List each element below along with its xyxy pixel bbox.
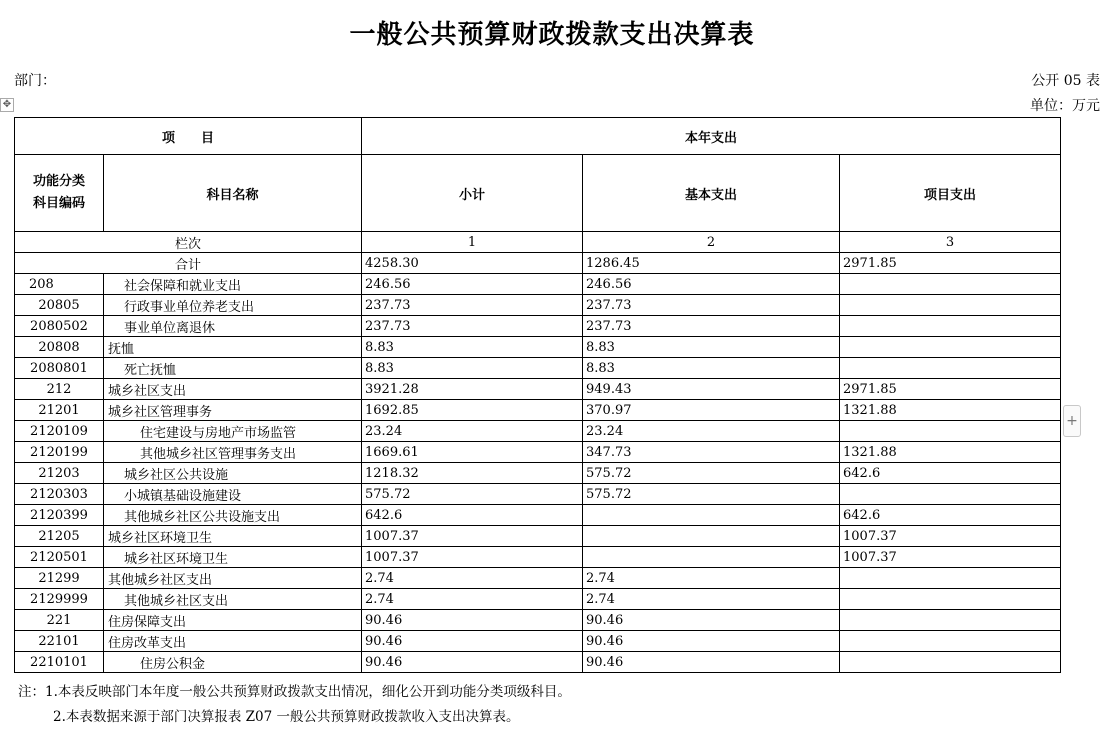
row-basic: 575.72	[583, 484, 840, 505]
row-subtotal: 1669.61	[362, 442, 583, 463]
total-basic: 1286.45	[583, 253, 840, 274]
row-subtotal: 237.73	[362, 295, 583, 316]
row-subtotal: 3921.28	[362, 379, 583, 400]
table-row	[15, 547, 1061, 568]
row-subtotal: 1007.37	[362, 526, 583, 547]
row-subtotal: 8.83	[362, 337, 583, 358]
row-basic: 8.83	[583, 337, 840, 358]
table-row	[15, 568, 1061, 589]
row-basic: 246.56	[583, 274, 840, 295]
row-code: 221	[15, 610, 104, 631]
row-basic: 23.24	[583, 421, 840, 442]
table-row	[15, 610, 1061, 631]
table-row	[15, 484, 1061, 505]
row-project	[840, 274, 1061, 295]
row-name: 城乡社区支出	[104, 379, 362, 400]
table-row	[15, 505, 1061, 526]
row-code: 20808	[15, 337, 104, 358]
note-2: 2.本表数据来源于部门决算报表 Z07 一般公共预算财政拨款收入支出决算表。	[53, 709, 520, 725]
total-subtotal: 4258.30	[362, 253, 583, 274]
row-basic	[583, 547, 840, 568]
row-code: 21299	[15, 568, 104, 589]
row-name: 城乡社区环境卫生	[104, 526, 362, 547]
row-project: 1007.37	[840, 547, 1061, 568]
row-project	[840, 316, 1061, 337]
row-name: 住房保障支出	[104, 610, 362, 631]
table-row	[15, 526, 1061, 547]
row-project: 1321.88	[840, 442, 1061, 463]
table-row	[15, 589, 1061, 610]
header-basic: 基本支出	[583, 155, 840, 232]
row-subtotal: 1007.37	[362, 547, 583, 568]
row-subtotal: 2.74	[362, 568, 583, 589]
table-row	[15, 295, 1061, 316]
row-project	[840, 589, 1061, 610]
row-project: 642.6	[840, 463, 1061, 484]
row-code: 2120199	[15, 442, 104, 463]
row-basic: 90.46	[583, 652, 840, 673]
header-project: 项目支出	[840, 155, 1061, 232]
row-basic	[583, 505, 840, 526]
row-project: 1007.37	[840, 526, 1061, 547]
plus-icon[interactable]: +	[1063, 405, 1081, 437]
row-basic: 347.73	[583, 442, 840, 463]
row-name: 小城镇基础设施建设	[104, 484, 362, 505]
row-code: 21201	[15, 400, 104, 421]
row-code: 20805	[15, 295, 104, 316]
page-title: 一般公共预算财政拨款支出决算表	[349, 20, 755, 50]
row-code: 2080801	[15, 358, 104, 379]
unit-label: 单位：万元	[1030, 98, 1100, 114]
move-handle-icon[interactable]: ✥	[0, 98, 14, 112]
note-1: 注：1.本表反映部门本年度一般公共预算财政拨款支出情况，细化公开到功能分类项级科目。	[18, 684, 571, 700]
row-basic: 370.97	[583, 400, 840, 421]
row-basic: 2.74	[583, 568, 840, 589]
row-project	[840, 295, 1061, 316]
row-project	[840, 421, 1061, 442]
row-subtotal: 246.56	[362, 274, 583, 295]
row-code: 2120399	[15, 505, 104, 526]
table-row	[15, 316, 1061, 337]
table-number: 公开 05 表	[1031, 73, 1100, 89]
row-code: 208	[15, 274, 104, 295]
row-project	[840, 610, 1061, 631]
row-name: 住宅建设与房地产市场监管	[104, 421, 362, 442]
table-row	[15, 442, 1061, 463]
row-name: 城乡社区环境卫生	[104, 547, 362, 568]
table-row	[15, 358, 1061, 379]
table-row	[15, 421, 1061, 442]
row-name: 行政事业单位养老支出	[104, 295, 362, 316]
department-label: 部门：	[14, 73, 56, 89]
row-project	[840, 484, 1061, 505]
row-name: 城乡社区公共设施	[104, 463, 362, 484]
row-basic: 949.43	[583, 379, 840, 400]
row-code: 22101	[15, 631, 104, 652]
row-project: 1321.88	[840, 400, 1061, 421]
row-subtotal: 2.74	[362, 589, 583, 610]
row-subtotal: 1218.32	[362, 463, 583, 484]
row-name: 抚恤	[104, 337, 362, 358]
row-project: 2971.85	[840, 379, 1061, 400]
row-project: 642.6	[840, 505, 1061, 526]
row-basic: 575.72	[583, 463, 840, 484]
header-name: 科目名称	[104, 155, 362, 232]
row-project	[840, 337, 1061, 358]
col-index-3: 3	[840, 232, 1061, 253]
table-row	[15, 379, 1061, 400]
row-basic: 2.74	[583, 589, 840, 610]
row-name: 其他城乡社区管理事务支出	[104, 442, 362, 463]
row-code: 2120501	[15, 547, 104, 568]
table-row	[15, 337, 1061, 358]
total-project: 2971.85	[840, 253, 1061, 274]
row-name: 死亡抚恤	[104, 358, 362, 379]
row-subtotal: 8.83	[362, 358, 583, 379]
table-row	[15, 400, 1061, 421]
col-index-2: 2	[583, 232, 840, 253]
table-row	[15, 463, 1061, 484]
header-current-year: 本年支出	[362, 118, 1061, 155]
row-subtotal: 642.6	[362, 505, 583, 526]
row-subtotal: 90.46	[362, 610, 583, 631]
row-name: 其他城乡社区支出	[104, 568, 362, 589]
row-project	[840, 631, 1061, 652]
row-code: 21203	[15, 463, 104, 484]
row-code: 2120303	[15, 484, 104, 505]
table-row	[15, 274, 1061, 295]
col-index-1: 1	[362, 232, 583, 253]
row-subtotal: 90.46	[362, 631, 583, 652]
col-index-label: 栏次	[15, 232, 362, 253]
row-subtotal: 90.46	[362, 652, 583, 673]
row-subtotal: 1692.85	[362, 400, 583, 421]
row-code: 212	[15, 379, 104, 400]
row-basic: 90.46	[583, 631, 840, 652]
row-subtotal: 575.72	[362, 484, 583, 505]
total-label: 合计	[15, 253, 362, 274]
row-code: 2080502	[15, 316, 104, 337]
header-subtotal: 小计	[362, 155, 583, 232]
row-name: 社会保障和就业支出	[104, 274, 362, 295]
header-code: 功能分类 科目编码	[15, 155, 104, 232]
header-item: 项 目	[15, 118, 362, 155]
row-basic: 237.73	[583, 316, 840, 337]
row-code: 2120109	[15, 421, 104, 442]
row-name: 事业单位离退休	[104, 316, 362, 337]
notes	[18, 680, 571, 730]
row-name: 其他城乡社区支出	[104, 589, 362, 610]
row-code: 2129999	[15, 589, 104, 610]
table-row	[15, 652, 1061, 673]
row-basic: 8.83	[583, 358, 840, 379]
row-project	[840, 568, 1061, 589]
row-basic	[583, 526, 840, 547]
row-name: 其他城乡社区公共设施支出	[104, 505, 362, 526]
table-row	[15, 631, 1061, 652]
row-project	[840, 358, 1061, 379]
row-project	[840, 652, 1061, 673]
row-basic: 237.73	[583, 295, 840, 316]
row-subtotal: 23.24	[362, 421, 583, 442]
row-subtotal: 237.73	[362, 316, 583, 337]
row-name: 住房公积金	[104, 652, 362, 673]
row-code: 21205	[15, 526, 104, 547]
row-name: 住房改革支出	[104, 631, 362, 652]
row-code: 2210101	[15, 652, 104, 673]
row-basic: 90.46	[583, 610, 840, 631]
row-name: 城乡社区管理事务	[104, 400, 362, 421]
expenditure-table	[14, 117, 1061, 673]
